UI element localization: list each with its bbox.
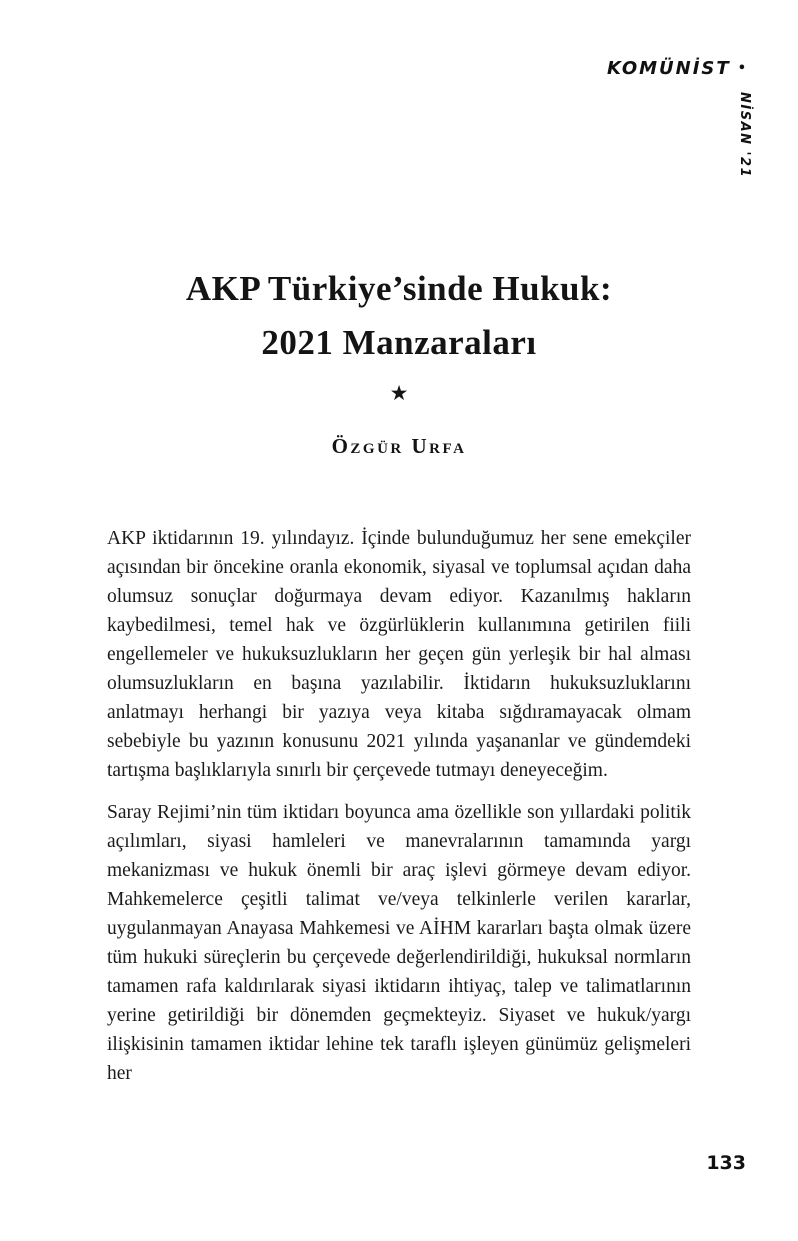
paragraph-2: Saray Rejimi’nin tüm iktidarı boyunca ama özellikle son yıllardaki politik açılımları, siyasi hamleleri ve manevralarının tamamında yargı mekanizması ve hukuk önemli bir araç işlevi görmeye devam ediyor. Mahkemelerce çeşitli talimat ve/veya telkinlerle verilen kararlar, uygulanmayan Anayasa Mahkemesi ve AİHM kararları başta olmak üzere tüm hukuki süreçlerin bu çerçevede değerlendirildiği, hukuksal normların tamamen rafa kaldırılarak siyasi iktidarın ihtiyaç, talep ve talimatlarının yerine getirildiği bir dönemden geçmekteyiz. Siyaset ve hukuk/yargı ilişkisinin tamamen iktidar lehine tek taraflı işleyen günümüz gelişmeleri her [107,802,691,1084]
header-bullet-icon: • [737,61,746,76]
star-divider-icon: ★ [389,381,409,405]
article-title [0,262,798,371]
page-header [607,58,746,79]
magazine-title: KOMÜNİST [607,58,731,79]
article-title-line1: AKP Türkiye’sinde Hukuk: [185,269,613,308]
page-number: 133 [706,1152,746,1174]
issue-label: NİSAN '21 [737,92,752,179]
author-name: Özgür Urfa [331,434,467,458]
article-body [107,524,691,1088]
paragraph-1: AKP iktidarının 19. yılındayız. İçinde bulunduğumuz her sene emekçiler açısından bir öncekine oranla ekonomik, siyasal ve toplumsal açıdan daha olumsuz sonuçlar doğurmaya devam ediyor. Kazanılmış hakların kaybedilmesi, temel hak ve özgürlüklerin kullanımına getirilen fiili engellemeler ve hukuksuzlukların her geçen gün yerleşik bir hal alması olumsuzlukların en başına yazılabilir. İktidarın hukuksuzluklarını anlatmayı herhangi bir yazıya veya kitaba sığdıramayacak olmam sebebiyle bu yazının konusunu 2021 yılında yaşananlar ve gündemdeki tartışma başlıklarıyla sınırlı bir çerçevede tutmayı deneyeceğim. [107,528,691,781]
article-title-line2: 2021 Manzaraları [261,323,537,363]
